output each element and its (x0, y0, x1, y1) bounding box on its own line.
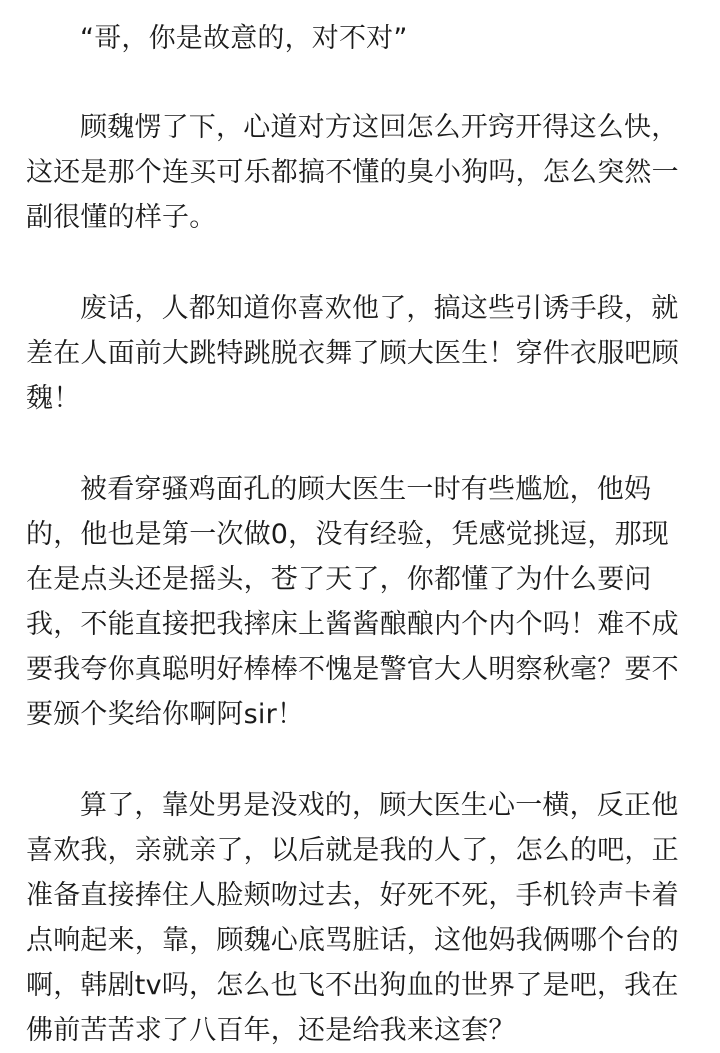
paragraph-3: 废话，人都知道你喜欢他了，搞这些引诱手段，就差在人面前大跳特跳脱衣舞了顾大医生！穿件衣服吧顾魏！ (26, 293, 679, 414)
paragraph-4: 被看穿骚鸡面孔的顾大医生一时有些尴尬，他妈的，他也是第一次做0，没有经验，凭感觉挑逗，那现在是点头还是摇头，苍了天了，你都懂了为什么要问我，不能直接把我摔床上酱酱酿酿内个内个吗！难不成要我夸你真聪明好棒棒不愧是警官大人明察秋毫？要不要颁个奖给你啊阿sir！ (26, 474, 679, 730)
paragraph-2: 顾魏愣了下，心道对方这回怎么开窍开得这么快，这还是那个连买可乐都搞不懂的臭小狗吗，怎么突然一副很懂的样子。 (26, 112, 679, 233)
paragraph-5: 算了，靠处男是没戏的，顾大医生心一横，反正他喜欢我，亲就亲了，以后就是我的人了，怎么的吧，正准备直接捧住人脸颊吻过去，好死不死，手机铃声卡着点响起来，靠，顾魏心底骂脏话，这他妈我俩哪个台的啊，韩剧tv吗，怎么也飞不出狗血的世界了是吧，我在佛前苦苦求了八百年，还是给我来这套？ (26, 790, 679, 1046)
paragraph-1: “哥，你是故意的，对不对” (80, 23, 408, 54)
